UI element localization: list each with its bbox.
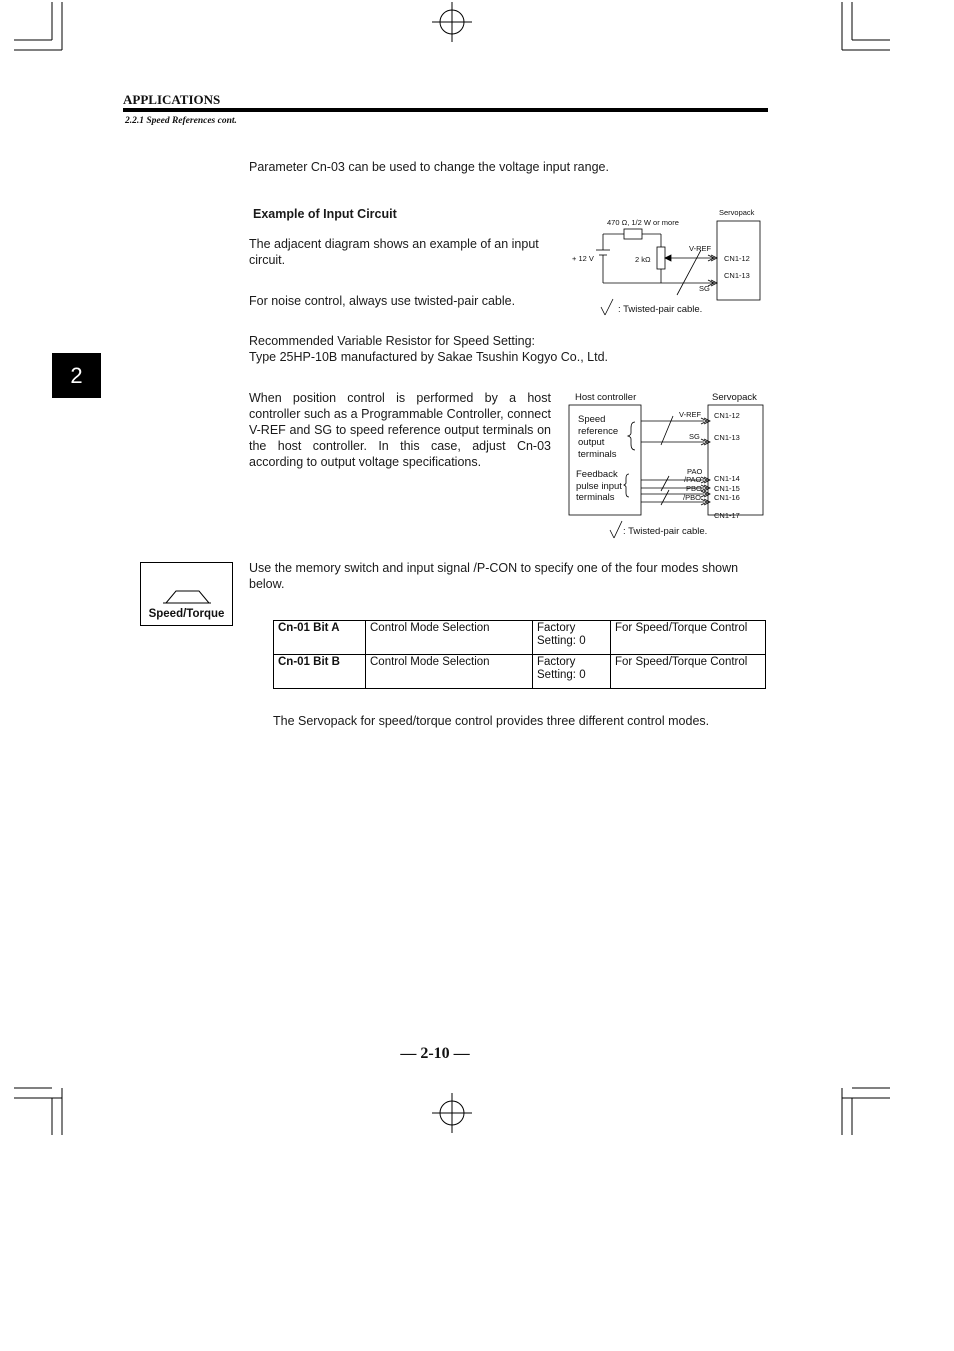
resistor-470 xyxy=(624,229,642,239)
d2-host-label: Host controller xyxy=(575,392,637,403)
d2-pao-n-label: /PAO xyxy=(684,475,702,484)
d2-feedback-2: pulse input xyxy=(576,481,622,492)
d2-pbo-label: PBO xyxy=(686,484,702,493)
d2-speed-ref-4: terminals xyxy=(578,449,617,460)
d2-cn1-15-label: CN1-15 xyxy=(714,484,740,493)
d2-speed-ref-1: Speed xyxy=(578,414,606,425)
intro-text: Parameter Cn-03 can be used to change the voltage input range. xyxy=(249,160,609,174)
table-cell-default: Factory Setting: 0 xyxy=(533,621,611,655)
d2-cn1-13-label: CN1-13 xyxy=(714,433,740,442)
d2-speed-ref-3: output xyxy=(578,437,605,448)
d2-cn1-14-label: CN1-14 xyxy=(714,474,740,483)
chapter-tab: 2 xyxy=(52,353,101,398)
d2-sg-label: SG xyxy=(689,432,700,441)
example-heading: Example of Input Circuit xyxy=(253,207,397,221)
speed-torque-label: Speed/Torque xyxy=(148,608,225,620)
d2-legend: : Twisted-pair cable. xyxy=(623,526,708,537)
d2-cn1-12-label: CN1-12 xyxy=(714,411,740,420)
d2-feedback-3: terminals xyxy=(576,492,615,503)
host-controller-text: When position control is performed by a host controller such as a Programmable Controller, connect V-REF and SG to speed reference output terminals on the host controller. In this case, adjust Cn-03 according to output voltage specifications. xyxy=(249,391,551,469)
table-cell-param: Cn-01 Bit B xyxy=(274,655,366,689)
d1-resistor-label: 470 Ω, 1/2 W or more xyxy=(607,218,679,227)
resistor-line-2: Type 25HP-10B manufactured by Sakae Tsushin Kogyo Co., Ltd. xyxy=(249,350,609,364)
header-rule xyxy=(123,108,768,112)
input-circuit-diagram xyxy=(565,205,770,320)
parameter-table xyxy=(273,620,766,689)
table-cell-param: Cn-01 Bit A xyxy=(274,621,366,655)
potentiometer xyxy=(657,247,665,269)
d2-speed-ref-2: reference xyxy=(578,426,619,437)
d2-feedback-1: Feedback xyxy=(576,469,618,480)
example-para-1: The adjacent diagram shows an example of an input circuit. xyxy=(249,237,539,267)
section-title: APPLICATIONS xyxy=(123,92,221,107)
host-controller-diagram xyxy=(565,388,770,540)
d2-pao-label: PAO xyxy=(687,467,703,476)
closing-text: The Servopack for speed/torque control provides three different control modes. xyxy=(273,714,710,728)
d2-cn1-16-label: CN1-16 xyxy=(714,493,740,502)
table-row xyxy=(274,621,766,655)
example-para-2: For noise control, always use twisted-pair cable. xyxy=(249,294,516,308)
mode-selection-text: Use the memory switch and input signal /P-CON to specify one of the four modes shown below. xyxy=(249,561,739,591)
d1-legend: : Twisted-pair cable. xyxy=(618,304,703,315)
d1-vref-label: V-REF xyxy=(689,244,712,253)
table-cell-usage: For Speed/Torque Control xyxy=(611,655,766,689)
table-cell-name: Control Mode Selection xyxy=(366,621,533,655)
d1-sg-label: SG xyxy=(699,284,710,293)
page-number: — 2-10 — xyxy=(400,1045,470,1062)
d2-cn1-17-label: CN1-17 xyxy=(714,511,740,520)
d2-servopack-label: Servopack xyxy=(712,392,757,403)
speed-torque-icon-box xyxy=(140,562,233,626)
table-cell-usage: For Speed/Torque Control xyxy=(611,621,766,655)
d2-vref-label: V-REF xyxy=(679,410,702,419)
table-row xyxy=(274,655,766,689)
d1-servopack-label: Servopack xyxy=(719,208,755,217)
d2-pbo-n-label: /PBO xyxy=(683,493,701,502)
subsection-label: 2.2.1 Speed References cont. xyxy=(125,116,237,126)
table-cell-default: Factory Setting: 0 xyxy=(533,655,611,689)
d1-cn1-12-label: CN1-12 xyxy=(724,254,750,263)
resistor-line-1: Recommended Variable Resistor for Speed Setting: xyxy=(249,334,536,348)
d1-supply-label: + 12 V xyxy=(572,254,594,263)
d1-pot-label: 2 kΩ xyxy=(635,255,651,264)
table-cell-name: Control Mode Selection xyxy=(366,655,533,689)
d1-cn1-13-label: CN1-13 xyxy=(724,271,750,280)
